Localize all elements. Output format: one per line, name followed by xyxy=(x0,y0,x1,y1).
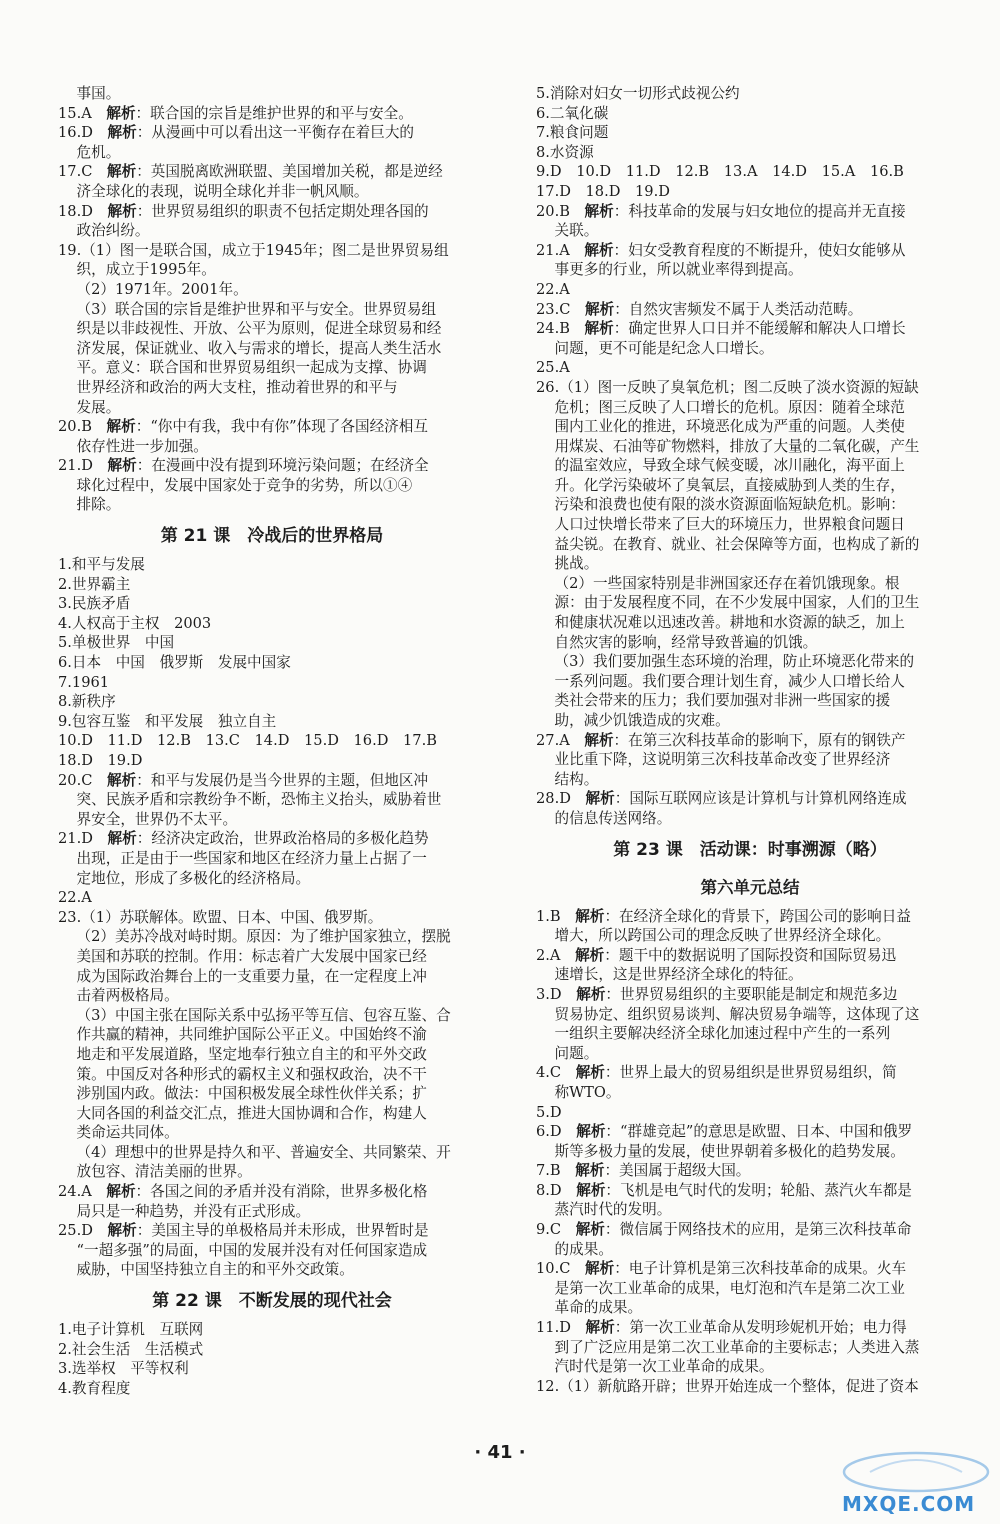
analysis-text: ：确定世界人口日并不能缓解和解决人口增长 xyxy=(613,320,906,338)
answer-line: 益尖锐。在教育、就业、社会保障等方面，也构成了新的 xyxy=(536,535,920,553)
answer-line: 作共赢的精神，共同维护国际公平正义。中国始终不渝 xyxy=(58,1026,427,1044)
answer-line xyxy=(536,789,964,809)
answer-line: 问题。 xyxy=(536,1044,599,1062)
answer-line: 到了广泛应用是第二次工业革命的主要标志；人类进入蒸 xyxy=(536,1338,920,1356)
answer-line: 局只是一种趋势，并没有正式形成。 xyxy=(58,1202,311,1220)
analysis-label: 解析 xyxy=(107,830,137,848)
answer-line: 22.A xyxy=(58,889,92,907)
answer-line: 1.电子计算机 互联网 xyxy=(58,1321,204,1339)
answer-number: 11.D xyxy=(536,1319,586,1337)
answer-line xyxy=(536,202,964,222)
answer-line: 类命运共同体。 xyxy=(58,1124,179,1142)
answer-line: 贸易协定、组织贸易谈判、解决贸易争端等，这体现了这 xyxy=(536,1005,920,1023)
answer-line: （3）中国主张在国际关系中弘扬平等互信、包容互鉴、合 xyxy=(58,1006,451,1024)
analysis-text: ：第一次工业革命从发明珍妮机开始；电力得 xyxy=(614,1319,907,1337)
answer-line: 人口过快增长带来了巨大的环境压力，世界粮食问题日 xyxy=(536,516,905,534)
answer-line: 和健康状况难以迅速改善。耕地和水资源的缺乏，加上 xyxy=(536,614,905,632)
answer-number: 15.A xyxy=(58,104,107,122)
analysis-label: 解析 xyxy=(575,946,605,964)
answer-line xyxy=(536,300,964,320)
answer-line: 排除。 xyxy=(58,496,121,514)
answer-line: 3.选举权 平等权利 xyxy=(58,1360,189,1378)
answer-line: 球化过程中，发展中国家处于竞争的劣势，所以①④ xyxy=(58,476,413,494)
answer-number: 7.B xyxy=(536,1162,576,1180)
answer-line: 23.（1）苏联解体。欧盟、日本、中国、俄罗斯。 xyxy=(58,908,383,926)
answer-line: 织是以非歧视性、开放、公平为原则，促进全球贸易和经 xyxy=(58,320,442,338)
answer-line xyxy=(58,202,486,222)
analysis-label: 解析 xyxy=(585,790,615,808)
answer-number: 6.D xyxy=(536,1123,577,1141)
answer-line: 4.教育程度 xyxy=(58,1379,131,1397)
answer-number: 27.A xyxy=(536,731,585,749)
analysis-text: ：世界贸易组织的职责不包括定期处理各国的 xyxy=(136,202,429,220)
answer-line xyxy=(536,946,964,966)
answer-line: （2）1971年。2001年。 xyxy=(58,280,248,298)
answer-line: 策。中国反对各种形式的霸权主义和强权政治，决不干 xyxy=(58,1065,427,1083)
section-heading: 第 21 课 冷战后的世界格局 xyxy=(160,526,384,547)
answer-line xyxy=(58,104,486,124)
answer-number: 23.C xyxy=(536,300,585,318)
answer-line xyxy=(536,985,964,1005)
answer-line: 威胁，中国坚持独立自主的和平外交政策。 xyxy=(58,1261,354,1279)
answer-line: 界安全，世界仍不太平。 xyxy=(58,810,238,828)
analysis-label: 解析 xyxy=(584,202,614,220)
answer-line: 助，减少饥饿造成的灾难。 xyxy=(536,712,730,729)
answer-line: 增大，所以跨国公司的理念反映了世界经济全球化。 xyxy=(536,927,891,945)
answer-line: 关联。 xyxy=(536,222,599,240)
answer-line: 斯等多极力量的发展，使世界朝着多极化的趋势发展。 xyxy=(536,1142,905,1160)
answer-number: 2.A xyxy=(536,946,576,964)
answer-line xyxy=(58,1221,486,1241)
answer-line: 6.日本 中国 俄罗斯 发展中国家 xyxy=(58,654,291,672)
answer-line: 政治纠纷。 xyxy=(58,222,150,240)
answer-line: 2.世界霸主 xyxy=(58,575,131,593)
analysis-text: ：联合国的宗旨是维护世界的和平与安全。 xyxy=(135,104,413,122)
answer-line: 济发展，保证就业、收入与需求的增长，提高人类生活水 xyxy=(58,339,442,357)
answer-line: 一组织主要解决经济全球化加速过程中产生的一系列 xyxy=(536,1025,891,1043)
answer-line: 5.D xyxy=(536,1103,562,1121)
answer-line xyxy=(536,1122,964,1142)
answer-line: 世界经济和政治的两大支柱，推动着世界的和平与 xyxy=(58,378,398,396)
analysis-label: 解析 xyxy=(576,1181,606,1199)
answer-line xyxy=(536,1063,964,1083)
answer-line: 7.1961 xyxy=(58,673,110,691)
answer-line xyxy=(58,162,486,182)
analysis-label: 解析 xyxy=(575,1221,605,1239)
answer-line xyxy=(536,1318,964,1338)
answer-line: 平。意义：联合国和世界贸易组织一起成为支撑、协调 xyxy=(58,359,427,377)
analysis-label: 解析 xyxy=(106,771,137,789)
answer-line xyxy=(58,771,486,791)
analysis-text: ：美国属于超级大国。 xyxy=(604,1162,751,1180)
answer-line: （3）联合国的宗旨是维护世界和平与安全。世界贸易组 xyxy=(58,300,437,318)
answer-number: 9.C xyxy=(536,1221,576,1239)
answer-number: 20.B xyxy=(58,418,107,436)
answer-line: 升。化学污染破坏了臭氧层，直接威胁到人类的生存， xyxy=(536,476,905,494)
answer-line: 17.D 18.D 19.D xyxy=(536,182,670,200)
answer-line: 5.单极世界 中国 xyxy=(58,634,175,652)
watermark-stamp-icon xyxy=(840,1448,992,1494)
answer-line: 22.A xyxy=(536,280,570,298)
answer-number: 16.D xyxy=(58,124,108,142)
answer-line: 问题，更不可能是纪念人口增长。 xyxy=(536,339,774,357)
answer-line xyxy=(536,1161,964,1181)
answer-line: 4.人权高于主权 2003 xyxy=(58,614,212,632)
answer-line: 19.（1）图一是联合国，成立于1945年；图二是世界贸易组 xyxy=(58,241,449,259)
answer-line: 大同各国的利益交汇点，推进大国协调和合作，构建人 xyxy=(58,1104,427,1122)
answer-line xyxy=(58,1182,486,1202)
answer-line: 一系列问题。我们要合理计划生育，减少人口增长给人 xyxy=(536,672,905,690)
analysis-label: 解析 xyxy=(106,104,136,122)
answer-line: 2.社会生活 生活模式 xyxy=(58,1340,204,1358)
answer-line: 地走和平发展道路，坚定地奉行独立自主的和平外交政 xyxy=(58,1045,427,1063)
analysis-label: 解析 xyxy=(575,1064,605,1082)
answer-line: 定地位，形成了多极化的经济格局。 xyxy=(58,869,311,887)
analysis-label: 解析 xyxy=(106,163,137,181)
answer-line xyxy=(536,319,964,339)
answer-line: 挑战。 xyxy=(536,555,599,573)
answer-line: 危机。 xyxy=(58,143,121,161)
analysis-text: ：“群雄竞起”的意思是欧盟、日本、中国和俄罗 xyxy=(605,1123,913,1141)
analysis-label: 解析 xyxy=(107,457,137,475)
analysis-text: ：从漫画中可以看出这一平衡存在着巨大的 xyxy=(136,124,415,142)
analysis-text: ：自然灾害频发不属于人类活动范畴。 xyxy=(614,300,863,318)
answer-number: 18.D xyxy=(58,202,108,220)
watermark-text: MXQE.COM xyxy=(842,1492,976,1516)
analysis-label: 解析 xyxy=(106,418,136,436)
analysis-label: 解析 xyxy=(107,202,137,220)
analysis-text: ：在经济全球化的背景下，跨国公司的影响日益 xyxy=(604,907,911,925)
answer-line: 8.水资源 xyxy=(536,143,594,161)
answer-line: 济全球化的表现，说明全球化并非一帆风顺。 xyxy=(58,182,369,200)
answer-line: 18.D 19.D xyxy=(58,752,143,769)
answer-line: 成为国际政治舞台上的一支重要力量，在一定程度上冲 xyxy=(58,967,427,985)
answer-line: 5.消除对妇女一切形式歧视公约 xyxy=(536,85,740,102)
answer-line: 7.粮食问题 xyxy=(536,124,609,142)
analysis-text: ：和平与发展仍是当今世界的主题，但地区冲 xyxy=(136,771,429,789)
answer-line xyxy=(58,417,486,437)
answer-number: 24.A xyxy=(58,1183,107,1201)
answer-number: 4.C xyxy=(536,1064,576,1082)
answer-number: 21.D xyxy=(58,830,108,848)
answer-number: 21.D xyxy=(58,457,108,475)
answer-line: 用煤炭、石油等矿物燃料，排放了大量的二氧化碳，产生 xyxy=(536,437,920,455)
analysis-text: ：在第三次科技革命的影响下，原有的钢铁产 xyxy=(613,731,906,749)
analysis-text: ：英国脱离欧洲联盟、美国增加关税，都是逆经 xyxy=(136,163,443,181)
answer-number: 10.C xyxy=(536,1260,585,1278)
answer-line: 9.D 10.D 11.D 12.B 13.A 14.D 15.A 16.B xyxy=(536,163,904,181)
answer-line: 26.（1）图一反映了臭氧危机；图二反映了淡水资源的短缺 xyxy=(536,378,919,396)
answer-line: 事国。 xyxy=(58,85,121,102)
answer-line: （3）我们要加强生态环境的治理，防止环境恶化带来的 xyxy=(536,653,915,671)
answer-line xyxy=(58,123,486,143)
analysis-text: ：世界上最大的贸易组织是世界贸易组织，简 xyxy=(604,1064,897,1082)
answer-line: 12.（1）新航路开辟；世界开始连成一个整体，促进了资本 xyxy=(536,1377,919,1395)
answer-line: “一超多强”的局面，中国的发展并没有对任何国家造成 xyxy=(58,1241,428,1259)
analysis-text: ：微信属于网络技术的应用，是第三次科技革命 xyxy=(604,1221,912,1239)
answer-line: 1.和平与发展 xyxy=(58,556,145,574)
analysis-text: ：世界贸易组织的主要职能是制定和规范多边 xyxy=(605,985,898,1003)
answer-line xyxy=(536,1259,964,1279)
answer-number: 28.D xyxy=(536,790,586,808)
analysis-text: ：“你中有我，我中有你”体现了各国经济相互 xyxy=(135,418,428,436)
section-heading: 第 23 课 活动课：时事溯源（略） xyxy=(613,839,887,860)
answer-line: 涉别国内政。做法：中国积极发展全球性伙伴关系；扩 xyxy=(58,1085,427,1103)
answer-number: 24.B xyxy=(536,320,585,338)
analysis-label: 解析 xyxy=(575,907,605,925)
analysis-label: 解析 xyxy=(584,300,615,318)
answer-line: 革命的成果。 xyxy=(536,1299,643,1317)
answer-line: 速增长，这是世界经济全球化的特征。 xyxy=(536,966,803,984)
answer-line: 结构。 xyxy=(536,770,599,788)
answer-line xyxy=(536,1181,964,1201)
answer-line: 6.二氧化碳 xyxy=(536,104,609,122)
answer-line: （2）一些国家特别是非洲国家还存在着饥饿现象。根 xyxy=(536,574,900,592)
analysis-label: 解析 xyxy=(106,1183,136,1201)
right-column xyxy=(536,84,964,1396)
answer-line: （4）理想中的世界是持久和平、普遍安全、共同繁荣、开 xyxy=(58,1143,451,1161)
analysis-text: ：题干中的数据说明了国际投资和国际贸易迅 xyxy=(604,946,897,964)
answer-line: 类社会带来的压力；我们要加强对非洲一些国家的援 xyxy=(536,692,891,710)
answer-line: 依存性进一步加强。 xyxy=(58,437,208,455)
answer-line: 的成果。 xyxy=(536,1240,613,1258)
answer-line: 的温室效应，导致全球气候变暖，冰川融化，海平面上 xyxy=(536,457,905,475)
answer-line: （2）美苏冷战对峙时期。原因：为了维护国家独立，摆脱 xyxy=(58,928,451,946)
analysis-label: 解析 xyxy=(576,985,606,1003)
analysis-label: 解析 xyxy=(584,731,614,749)
answer-line: 业比重下降，这说明第三次科技革命改变了世界经济 xyxy=(536,751,891,769)
answer-line: 美国和苏联的控制。作用：标志着广大发展中国家已经 xyxy=(58,947,427,965)
analysis-label: 解析 xyxy=(576,1123,606,1141)
answer-line: 放包容、清洁美丽的世界。 xyxy=(58,1163,252,1181)
analysis-text: ：科技革命的发展与妇女地位的提高并无直接 xyxy=(613,202,906,220)
answer-number: 25.D xyxy=(58,1222,108,1240)
section-heading: 第六单元总结 xyxy=(700,877,800,897)
answer-line: 围内工业化的推进，环境恶化成为严重的问题。人类使 xyxy=(536,418,905,436)
answer-line: 3.民族矛盾 xyxy=(58,595,131,613)
left-column xyxy=(58,84,486,1398)
answer-line xyxy=(536,731,964,751)
answer-line: 是第一次工业革命的成果，电灯泡和汽车是第二次工业 xyxy=(536,1279,905,1297)
answer-line xyxy=(536,1220,964,1240)
answer-line: 源：由于发展程度不同，在不少发展中国家，人们的卫生 xyxy=(536,594,920,612)
answer-number: 3.D xyxy=(536,985,577,1003)
section-heading: 第 22 课 不断发展的现代社会 xyxy=(152,1291,392,1312)
answer-line: 的信息传送网络。 xyxy=(536,809,672,827)
answer-line: 出现，正是由于一些国家和地区在经济力量上占据了一 xyxy=(58,849,427,867)
answer-line: 污染和浪费也使有限的淡水资源面临短缺危机。影响： xyxy=(536,496,905,514)
analysis-label: 解析 xyxy=(585,1319,615,1337)
analysis-text: ：各国之间的矛盾并没有消除，世界多极化格 xyxy=(135,1183,428,1201)
answer-line: 危机；图三反映了人口增长的危机。原因：随着全球范 xyxy=(536,398,905,416)
analysis-text: ：飞机是电气时代的发明；轮船、蒸汽火车都是 xyxy=(605,1181,912,1199)
answer-line xyxy=(58,829,486,849)
analysis-text: ：经济决定政治，世界政治格局的多极化趋势 xyxy=(136,830,429,848)
answer-line: 10.D 11.D 12.B 13.C 14.D 15.D 16.D 17.B xyxy=(58,732,437,750)
answer-line: 9.包容互鉴 和平发展 独立自主 xyxy=(58,712,277,730)
page-number: · 41 · xyxy=(474,1442,526,1463)
answer-line xyxy=(536,907,964,927)
answer-line: 称WTO。 xyxy=(536,1083,621,1101)
answer-number: 21.A xyxy=(536,241,585,259)
watermark-logo xyxy=(840,1448,992,1518)
answer-number: 20.C xyxy=(58,771,107,789)
answer-line: 发展。 xyxy=(58,398,121,416)
analysis-label: 解析 xyxy=(575,1162,605,1180)
answer-number: 1.B xyxy=(536,907,576,925)
analysis-text: ：在漫画中没有提到环境污染问题；在经济全 xyxy=(136,457,429,475)
analysis-text: ：美国主导的单极格局并未形成，世界暂时是 xyxy=(136,1222,429,1240)
answer-line: 击着两极格局。 xyxy=(58,987,179,1005)
analysis-label: 解析 xyxy=(584,241,614,259)
answer-line: 事更多的行业，所以就业率得到提高。 xyxy=(536,261,803,279)
analysis-label: 解析 xyxy=(107,124,137,142)
answer-number: 8.D xyxy=(536,1181,577,1199)
answer-line: 自然灾害的影响，经常导致普遍的饥饿。 xyxy=(536,633,818,651)
analysis-label: 解析 xyxy=(107,1222,137,1240)
analysis-label: 解析 xyxy=(584,320,614,338)
answer-line: 织，成立于1995年。 xyxy=(58,261,216,279)
answer-line: 8.新秩序 xyxy=(58,693,116,711)
answer-line: 蒸汽时代的发明。 xyxy=(536,1201,672,1219)
answer-line: 汽时代是第一次工业革命的成果。 xyxy=(536,1358,774,1376)
answer-number: 17.C xyxy=(58,163,107,181)
analysis-text: ：电子计算机是第三次科技革命的成果。火车 xyxy=(614,1260,907,1278)
analysis-text: ：国际互联网应该是计算机与计算机网络连成 xyxy=(614,790,907,808)
answer-number: 20.B xyxy=(536,202,585,220)
answer-line: 25.A xyxy=(536,359,570,377)
answer-line: 突、民族矛盾和宗教纷争不断，恐怖主义抬头，威胁着世 xyxy=(58,791,442,809)
analysis-label: 解析 xyxy=(584,1260,615,1278)
answer-line xyxy=(58,456,486,476)
analysis-text: ：妇女受教育程度的不断提升，使妇女能够从 xyxy=(613,241,906,259)
answer-line xyxy=(536,241,964,261)
